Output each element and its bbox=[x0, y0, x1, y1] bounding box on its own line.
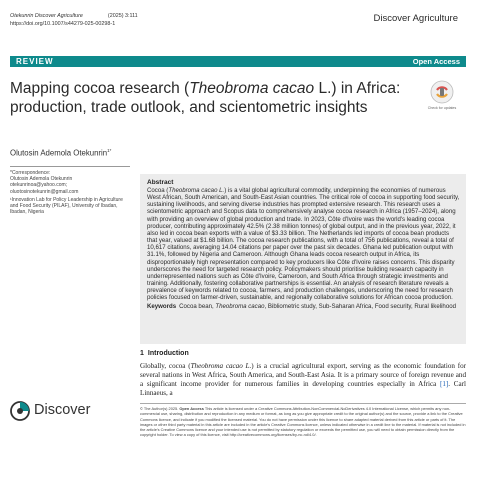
open-access-label: Open Access bbox=[412, 57, 460, 66]
discover-logo-word: Discover bbox=[34, 402, 91, 418]
journal-line: Otekunrin Discover Agriculture bbox=[10, 13, 83, 19]
author-line bbox=[10, 148, 111, 158]
title-species: Theobroma cacao bbox=[189, 80, 315, 97]
check-updates-label: Check for updates bbox=[427, 106, 457, 110]
section-number: 1 bbox=[140, 350, 144, 357]
license-text: © The Author(s) 2025. Open Access This article is licensed under a Creative Commons Attribution-NonCommercial-NoDerivatives 4.0 International License, which permits any non-commercial use, sharing, distribution and reproduction in any medium or format, as long as you give appropriate credit to the original author(s) and the source, provide a link to the Creative Commons licence, and indicate if you modified the licensed material. You do not have permission under this licence to share adapted material derived from this article or parts of it. The images or other third party material in this article are included in the article's Creative Commons licence, unless indicated otherwise in a credit line to the material. If material is not included in the article's Creative Commons licence and your intended use is not permitted by statutory regulation or exceeds the permitted use, you will need to obtain permission directly from the copyright holder. To view a copy of this licence, visit http://creativecommons.org/licenses/by-nc-nd/4.0/. bbox=[140, 406, 466, 438]
keywords: Keywords Cocoa bean, Theobroma cacao, Bibliometric study, Sub-Saharan Africa, Food security, Rural likelihood bbox=[147, 302, 456, 310]
keywords-label: Keywords bbox=[147, 302, 177, 310]
affiliation-block bbox=[10, 170, 130, 217]
section-heading bbox=[140, 350, 189, 357]
doi-link[interactable]: https://doi.org/10.1007/s44279-025-00298-1 bbox=[10, 20, 116, 27]
institution: ¹Innovation Lab for Policy Leadership in Agriculture and Food Security (PILAF), University of Ibadan, Ibadan, Nigeria bbox=[10, 196, 123, 216]
affiliation-divider bbox=[10, 166, 130, 167]
brand-name: Discover Agriculture bbox=[373, 13, 458, 24]
email-2[interactable]: oluotosinotekunrin@gmail.com bbox=[10, 188, 79, 195]
discover-logo bbox=[10, 400, 130, 422]
abstract-heading: Abstract bbox=[147, 179, 174, 186]
article-type: REVIEW bbox=[16, 57, 54, 66]
abstract-box bbox=[140, 174, 466, 344]
intro-paragraph: Globally, cocoa (Theobroma cacao L.) is a crucial agricultural export, serving as the economic foundation for several nations in West Africa, South America, and South-East Asia. It is a primary source of foreign revenue and a significant income provider for numerous families in developing countries especially in Africa [1]. Carl Linnaeus, a bbox=[140, 362, 467, 397]
abstract-text: Cocoa (Theobroma cacao L.) is a vital global agricultural commodity, underpinning the economies of numerous West African, South American, and South-East Asian countries. The critical role of cocoa in supporting food security, sustaining livelihoods, and serving diverse industries has prompted extensive research. This research uses a scientometric approach and Scopus data to comprehensively analyse cocoa research in Africa (1957–2024), along with providing an overview of global production and trade. In 2023, Côte d'Ivoire was the world's leading cocoa producer, contributing approximately 42.5% (2.38 million tonnes) of global output, and in the previous year, 2022, it also led in cocoa bean exports with a value of $3.33 billion. The Netherlands led imports of cocoa bean products that year, valued at $1.68 billion. The cocoa research publications, with a total of 756 publications, reveal a total of 10,617 citations, averaging 14.04 citations per paper over the past six decades. Ghana led publication output with 31.1%, followed by Nigeria and Cameroon. Although Ghana leads cocoa research output in Africa, its disproportionately high representation compared to key producers like Côte d'Ivoire raises concerns. This disparity underscores the need for targeted research policy. Policymakers should prioritise building research capacity in underrepresented nations such as Côte d'Ivoire, Cameroon, and South Africa through strategic investments and training. Additionally, fostering collaborative partnerships is essential. An analysis of research literature reveals a prevalence of keywords related to cocoa, farmers, and production challenges, underscoring the need for research policies focused on farmer-driven, sustainable, and regionally collaborative solutions for African cocoa production. bbox=[147, 187, 460, 302]
discover-logo-icon bbox=[10, 401, 30, 421]
correspondence-name: Olutosin Ademola Otekunrin bbox=[10, 176, 73, 183]
article-title: Mapping cocoa research (Theobroma cacao L.) in Africa: production, trade outlook, and scientometric insights bbox=[10, 80, 401, 116]
section-title: Introduction bbox=[147, 350, 189, 357]
running-header bbox=[10, 13, 310, 28]
email-1[interactable]: otekunrinoa@yahoo.com; bbox=[10, 182, 68, 189]
citation-link[interactable]: [1] bbox=[440, 380, 449, 388]
correspondence-label: *Correspondence: bbox=[10, 170, 51, 176]
year-volume: (2025) 3:111 bbox=[107, 13, 138, 19]
author-name[interactable]: Olutosin Ademola Otekunrin bbox=[10, 148, 108, 158]
article-type-banner bbox=[10, 56, 466, 67]
author-marks: 1* bbox=[107, 148, 112, 153]
license-divider bbox=[140, 403, 466, 404]
check-updates-icon[interactable] bbox=[430, 80, 454, 104]
